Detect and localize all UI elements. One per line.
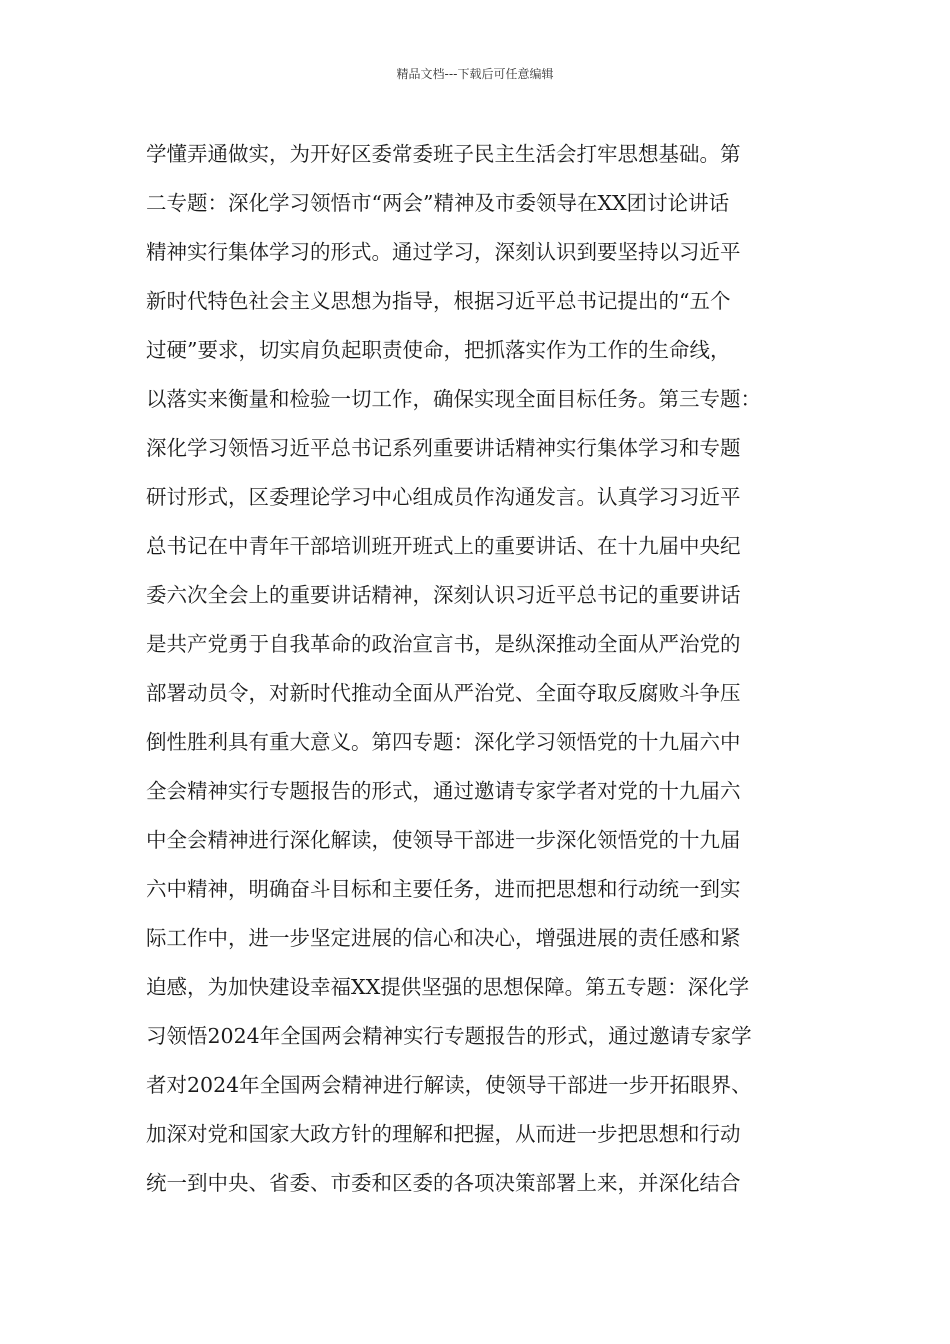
text-line: 加深对党和国家大政方针的理解和把握，从而进一步把思想和行动 bbox=[146, 1122, 741, 1146]
text-line: 学懂弄通做实，为开好区委常委班子民主生活会打牢思想基础。第 bbox=[146, 142, 741, 166]
text-line: 统一到中央、省委、市委和区委的各项决策部署上来，并深化结合 bbox=[146, 1171, 741, 1195]
text-line: 际工作中，进一步坚定进展的信心和决心，增强进展的责任感和紧 bbox=[146, 926, 741, 950]
text-line: 总书记在中青年干部培训班开班式上的重要讲话、在十九届中央纪 bbox=[146, 534, 741, 558]
body-paragraph bbox=[146, 130, 816, 1208]
text-line: 习领悟2024年全国两会精神实行专题报告的形式，通过邀请专家学 bbox=[146, 1024, 752, 1048]
text-line: 六中精神，明确奋斗目标和主要任务，进而把思想和行动统一到实 bbox=[146, 877, 741, 901]
text-line: 过硬”要求，切实肩负起职责使命，把抓落实作为工作的生命线， bbox=[146, 338, 731, 362]
text-line: 部署动员令，对新时代推动全面从严治党、全面夺取反腐败斗争压 bbox=[146, 681, 741, 705]
text-line: 迫感，为加快建设幸福XX提供坚强的思想保障。第五专题：深化学 bbox=[146, 975, 750, 999]
page-header: 精品文档---下载后可任意编辑 bbox=[396, 67, 554, 81]
text-line: 委六次全会上的重要讲话精神，深刻认识习近平总书记的重要讲话 bbox=[146, 583, 741, 607]
text-line: 精神实行集体学习的形式。通过学习，深刻认识到要坚持以习近平 bbox=[146, 240, 741, 264]
text-line: 深化学习领悟习近平总书记系列重要讲话精神实行集体学习和专题 bbox=[146, 436, 741, 460]
text-line: 倒性胜利具有重大意义。第四专题：深化学习领悟党的十九届六中 bbox=[146, 730, 741, 754]
text-line: 二专题：深化学习领悟市“两会”精神及市委领导在XX团讨论讲话 bbox=[146, 191, 730, 215]
text-line: 者对2024年全国两会精神进行解读，使领导干部进一步开拓眼界、 bbox=[146, 1073, 752, 1097]
text-line: 新时代特色社会主义思想为指导，根据习近平总书记提出的“五个 bbox=[146, 289, 731, 313]
text-line: 研讨形式，区委理论学习中心组成员作沟通发言。认真学习习近平 bbox=[146, 485, 741, 509]
text-line: 中全会精神进行深化解读，使领导干部进一步深化领悟党的十九届 bbox=[146, 828, 741, 852]
text-line: 全会精神实行专题报告的形式，通过邀请专家学者对党的十九届六 bbox=[146, 779, 741, 803]
text-line: 以落实来衡量和检验一切工作，确保实现全面目标任务。第三专题： bbox=[146, 387, 761, 411]
text-line: 是共产党勇于自我革命的政治宣言书，是纵深推动全面从严治党的 bbox=[146, 632, 741, 656]
